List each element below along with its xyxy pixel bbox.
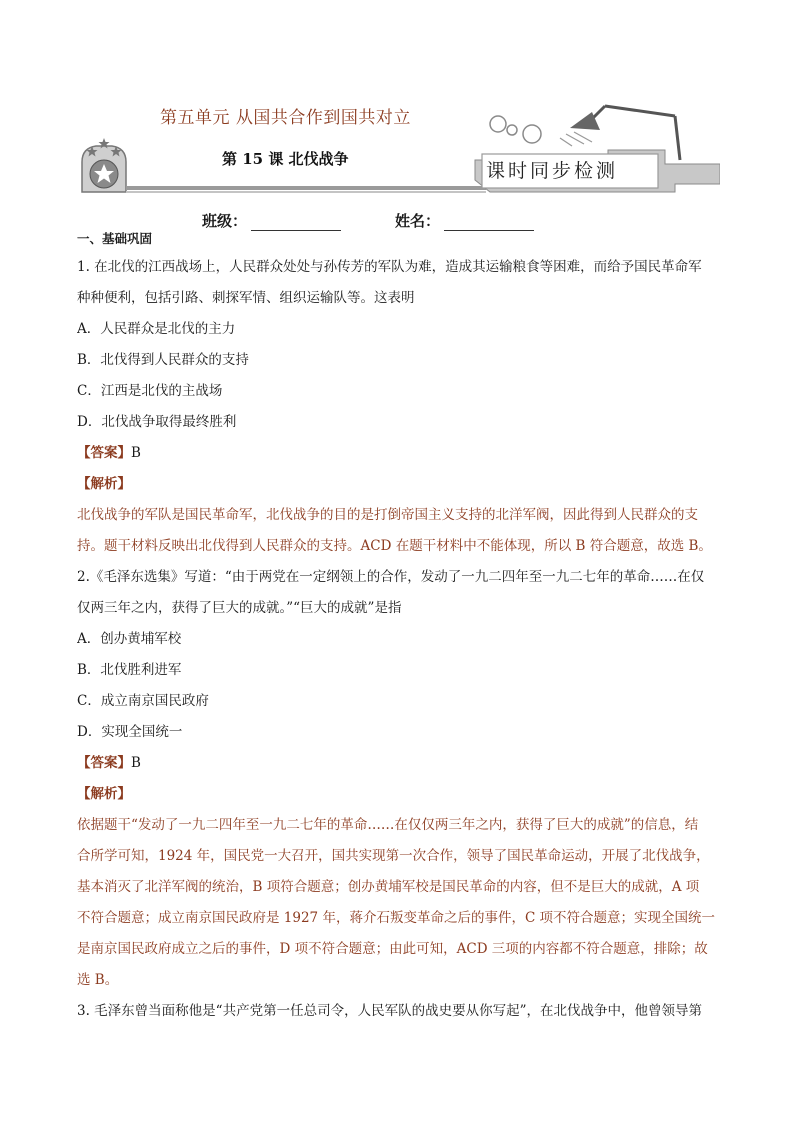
q2-stem-line: 仅两三年之内，获得了巨大的成就。”“巨大的成就”是指 bbox=[77, 600, 402, 616]
q2-analysis-label bbox=[77, 779, 721, 810]
q1-option-d: D．北伐战争取得最终胜利 bbox=[77, 414, 237, 430]
answer-value: B bbox=[131, 445, 141, 461]
q1-answer bbox=[77, 438, 721, 469]
q1-analysis-label bbox=[77, 469, 721, 500]
q2-analysis-line: 依据题干“发动了一九二四年至一九二七年的革命……在仅仅两三年之内，获得了巨大的成就”的信息，结 bbox=[77, 817, 699, 833]
q1-stem-line: 种种便利，包括引路、刺探军情、组织运输队等。这表明 bbox=[77, 290, 415, 306]
q2-option-d: D．实现全国统一 bbox=[77, 724, 183, 740]
star-emblem-icon bbox=[82, 138, 126, 192]
q2-option-b: B．北伐胜利进军 bbox=[77, 662, 182, 678]
class-field bbox=[202, 210, 341, 231]
q2-analysis-line: 不符合题意；成立南京国民政府是 1927 年，蒋介石叛变革命之后的事件，C 项不符合题意；实现全国统一 bbox=[77, 910, 716, 926]
q2-option-a: A．创办黄埔军校 bbox=[77, 631, 182, 647]
section-heading: 一、基础巩固 bbox=[77, 231, 153, 246]
q2-analysis-line: 合所学可知，1924 年，国民党一大召开，国共实现第一次合作，领导了国民革命运动，开展了北伐战争， bbox=[77, 848, 710, 864]
question-content bbox=[77, 252, 721, 1027]
q1-option-a: A．人民群众是北伐的主力 bbox=[77, 321, 236, 337]
unit-title: 第五单元 从国共合作到国共对立 bbox=[160, 108, 411, 128]
analysis-label: 【解析】 bbox=[77, 786, 131, 802]
name-field bbox=[395, 210, 534, 231]
answer-value: B bbox=[131, 755, 141, 771]
q1-analysis-line: 北伐战争的军队是国民革命军，北伐战争的目的是打倒帝国主义支持的北洋军阀，因此得到人民群众的支 bbox=[77, 507, 698, 523]
q2-option-c: C．成立南京国民政府 bbox=[77, 693, 209, 709]
q1-analysis-line: 持。题干材料反映出北伐得到人民群众的支持。ACD 在题干材料中不能体现，所以 B 符合题意，故选 B。 bbox=[77, 538, 712, 554]
answer-label: 【答案】 bbox=[77, 445, 131, 461]
q1-option-b: B．北伐得到人民群众的支持 bbox=[77, 352, 249, 368]
q1-stem-line: 1. 在北伐的江西战场上，人民群众处处与孙传芳的军队为难，造成其运输粮食等困难，而给予国民革命军 bbox=[77, 259, 702, 275]
lesson-title: 第 15 课 北伐战争 bbox=[222, 150, 349, 168]
q2-analysis-line: 基本消灭了北洋军阀的统治，B 项符合题意；创办黄埔军校是国民革命的内容，但不是巨大的成就，A 项 bbox=[77, 879, 700, 895]
q3-stem-line: 3. 毛泽东曾当面称他是“共产党第一任总司令，人民军队的战史要从你写起”，在北伐战争中，他曾领导第 bbox=[77, 1003, 702, 1019]
answer-label: 【答案】 bbox=[77, 755, 131, 771]
q1-option-c: C．江西是北伐的主战场 bbox=[77, 383, 223, 399]
analysis-label: 【解析】 bbox=[77, 476, 131, 492]
q2-answer bbox=[77, 748, 721, 779]
name-blank-line[interactable] bbox=[444, 216, 534, 231]
name-label: 姓名： bbox=[395, 212, 441, 230]
badge-label: 课时同步检测 bbox=[486, 160, 619, 182]
class-blank-line[interactable] bbox=[251, 216, 341, 231]
q2-stem-line: 2.《毛泽东选集》写道：“由于两党在一定纲领上的合作，发动了一九二四年至一九二七年的革命……在仅 bbox=[77, 569, 705, 585]
class-label: 班级： bbox=[202, 212, 248, 230]
q2-analysis-line: 是南京国民政府成立之后的事件，D 项不符合题意；由此可知，ACD 三项的内容都不符合题意，排除；故 bbox=[77, 941, 708, 957]
q2-analysis-line: 选 B。 bbox=[77, 972, 119, 988]
